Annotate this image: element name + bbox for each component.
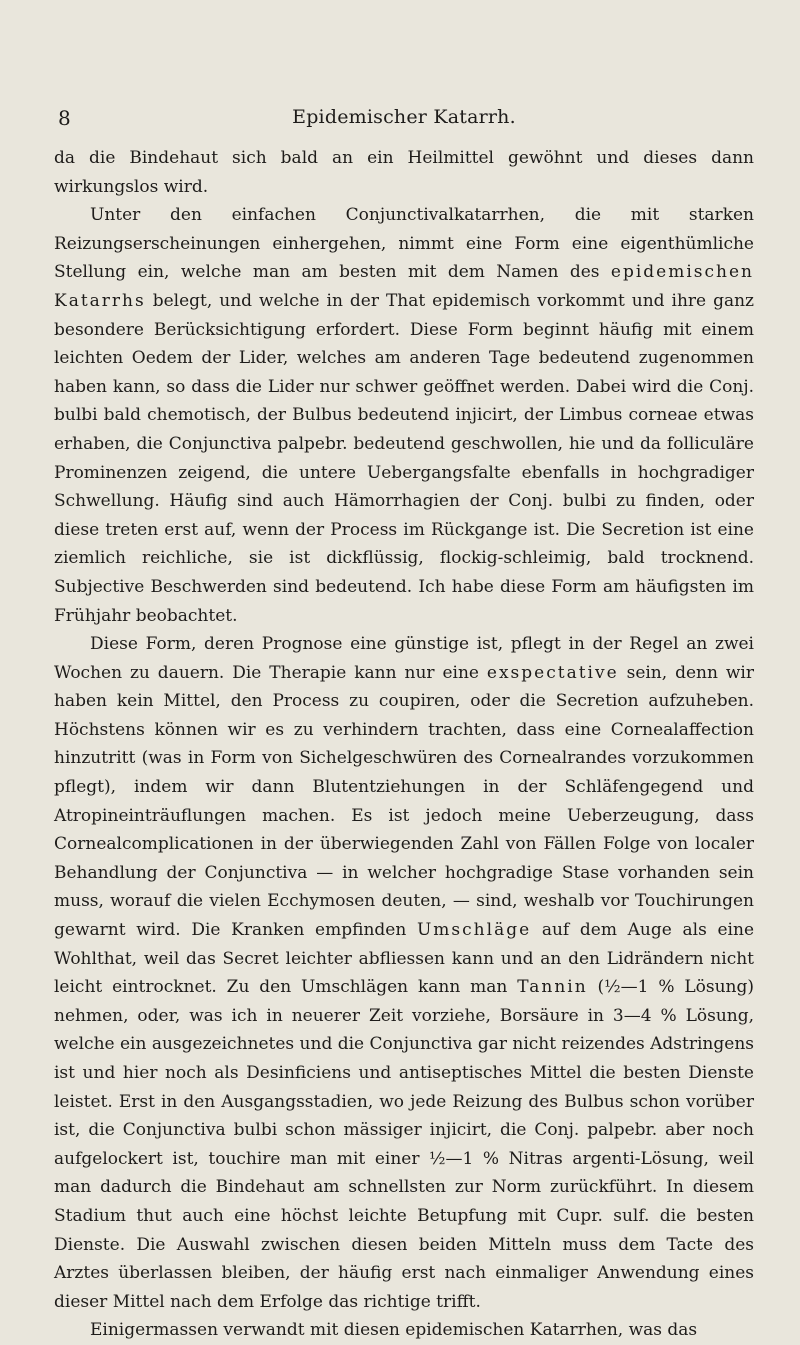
text-segment: auf dem Auge als eine Wohlthat, weil das Secret leichter abfliessen kann und an den Lidrändern nicht leicht eintrocknet. Zu den Umschlägen kann man <box>54 920 755 998</box>
body-text <box>54 144 754 1345</box>
emphasis-tannin: Tannin <box>517 977 588 998</box>
emphasis-exspectative: exspectative <box>486 662 619 683</box>
paragraph-4 <box>54 1316 754 1345</box>
paragraph-2 <box>54 201 754 630</box>
text-segment: sein, denn wir haben kein Mittel, den Process zu coupiren, oder die Secretion aufzuheben. Höchstens können wir es zu verhindern trachten, dass eine Cornealaffection hinzutritt (was in Form von Sichelgeschwüren des Cornealrandes vorzukommen pflegt), indem wir dann Blutentziehungen in der Schläfengegend und Atropineinträuflungen machen. Es ist jedoch meine Ueberzeugung, dass Cornealcomplicationen in der überwiegenden Zahl von Fällen Folge von localer Behandlung der Conjunctiva — in welcher hochgradige Stase vorhanden sein muss, worauf die vielen Ecchymosen deuten, — sind, weshalb vor Touchirungen gewarnt wird. Die Kranken empfinden <box>54 662 754 941</box>
text-segment: Unter den einfachen Conjunctivalkatarrhen, die mit starken Reizungserscheinungen einhergehen, nimmt eine Form eine eigenthümliche Stellung ein, welche man am besten mit dem Namen des <box>54 205 754 283</box>
page-number: 8 <box>58 106 71 130</box>
paragraph-1 <box>54 144 754 201</box>
text-segment: Einigermassen verwandt mit diesen epidemischen Katarrhen, was das <box>90 1320 698 1341</box>
paragraph-3 <box>54 630 754 1316</box>
text-segment: belegt, und welche in der That epidemisch vorkommt und ihre ganz besondere Berücksichtigung erfordert. Diese Form beginnt häufig mit einem leichten Oedem der Lider, welches am anderen Tage bedeutend zugenommen haben kann, so dass die Lider nur schwer geöffnet werden. Dabei wird die Conj. bulbi bald chemotisch, der Bulbus bedeutend injicirt, der Limbus corneae etwas erhaben, die Conjunctiva palpebr. bedeutend geschwollen, hie und da folliculäre Prominenzen zeigend, die untere Uebergangsfalte ebenfalls in hochgradiger Schwellung. Häufig sind auch Hämorrhagien der Conj. bulbi zu finden, oder diese treten erst auf, wenn der Process im Rückgange ist. Die Secretion ist eine ziemlich reichliche, sie ist dickflüssig, flockig-schleimig, bald trocknend. Subjective Beschwerden sind bedeutend. Ich habe diese Form am häufigsten im Frühjahr beobachtet. <box>54 290 754 626</box>
text-segment: da die Bindehaut sich bald an ein Heilmittel gewöhnt und dieses dann wirkungslos wird. <box>54 148 754 197</box>
page-header <box>54 106 754 132</box>
emphasis-epidemischen-katarrhs: epidemischen Katarrhs <box>54 262 754 311</box>
running-head: Epidemischer Katarrh. <box>292 106 516 128</box>
text-segment: Diese Form, deren Prognose eine günstige ist, pflegt in der Regel an zwei Wochen zu dauern. Die Therapie kann nur eine <box>54 634 754 683</box>
text-segment: (½—1 % Lösung) nehmen, oder, was ich in neuerer Zeit vorziehe, Borsäure in 3—4 % Lösung, welche ein ausgezeichnetes und die Conjunctiva gar nicht reizendes Adstringens ist und hier noch als Desinficiens und antiseptisches Mittel die besten Dienste leistet. Erst in den Ausgangsstadien, wo jede Reizung des Bulbus schon vorüber ist, die Conjunctiva bulbi schon mässiger injicirt, die Conj. palpebr. aber noch aufgelockert ist, touchire man mit einer ½—1 % Nitras argenti-Lösung, weil man dadurch die Bindehaut am schnellsten zur Norm zurückführt. In diesem Stadium thut auch eine höchst leichte Betupfung mit Cupr. sulf. die besten Dienste. Die Auswahl zwischen diesen beiden Mitteln muss dem Tacte des Arztes überlassen bleiben, der häufig erst nach einmaliger Anwendung eines dieser Mittel nach dem Erfolge das richtige trifft. <box>54 977 754 1312</box>
emphasis-umschlaege: Umschläge <box>416 920 532 941</box>
